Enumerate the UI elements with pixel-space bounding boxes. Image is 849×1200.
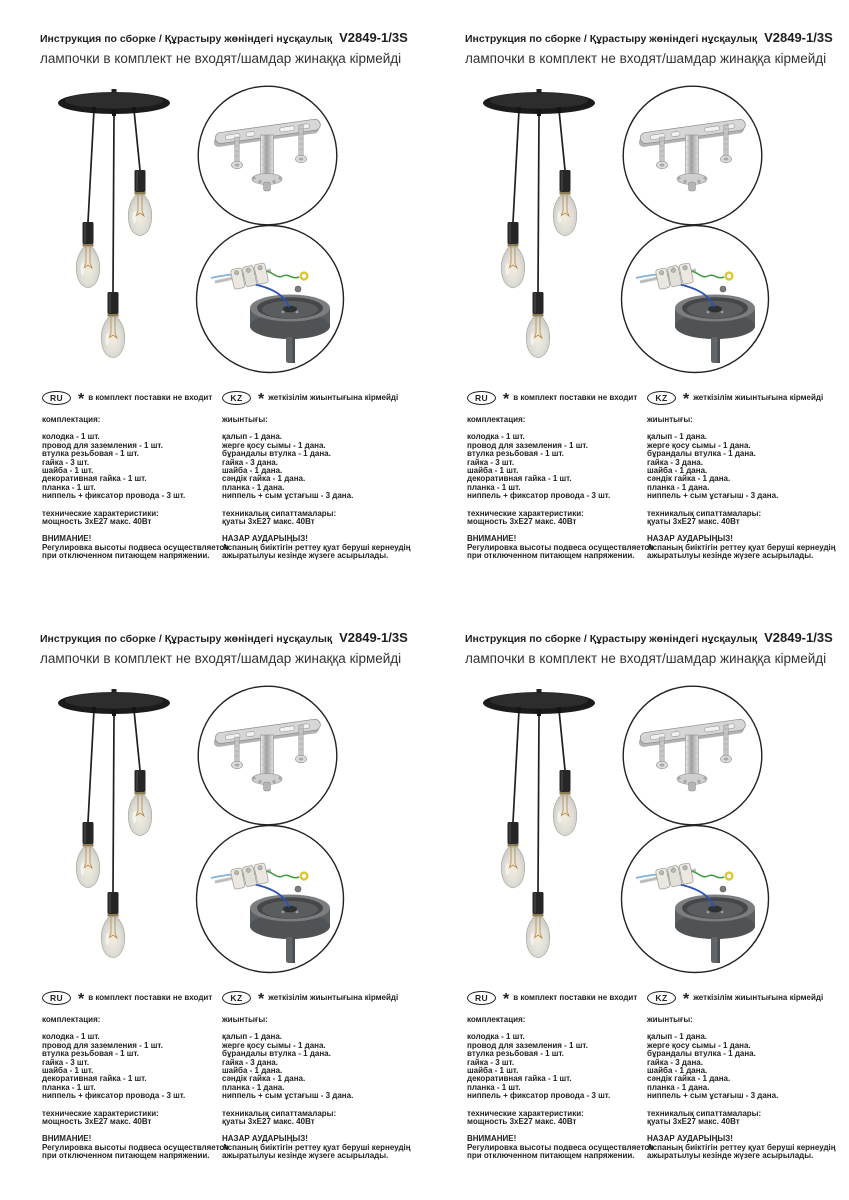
ru-section-label: комплектация: bbox=[42, 1015, 101, 1024]
list-item: бұрандалы втулка - 1 дана. bbox=[647, 449, 756, 459]
kz-badge-row bbox=[647, 391, 847, 408]
list-item: планка - 1 дана. bbox=[222, 482, 285, 492]
model-number: V2849-1/3S bbox=[764, 630, 833, 645]
ceiling-canopy bbox=[483, 89, 595, 116]
ru-parts-list bbox=[42, 433, 220, 500]
list-item: шайба - 1 шт. bbox=[467, 466, 519, 476]
ru-warning-line: Регулировка высоты подвеса осуществляется bbox=[467, 1142, 654, 1152]
list-item: втулка резьбовая - 1 шт. bbox=[467, 449, 564, 459]
ru-tech-value: мощность 3хЕ27 макс. 40Вт bbox=[467, 1117, 577, 1127]
kz-not-included-note: жеткізілім жиынтығына кірмейді bbox=[268, 992, 399, 1002]
pendant-lamp-icon bbox=[42, 682, 200, 960]
kz-warning-line: ажыратылуы кезінде жүзеге асырылады. bbox=[222, 551, 389, 561]
list-item: провод для заземления - 1 шт. bbox=[42, 1040, 163, 1050]
list-item: шайба - 1 шт. bbox=[467, 1066, 519, 1076]
kz-warning bbox=[222, 535, 422, 560]
ground-screw bbox=[295, 886, 301, 892]
ru-column bbox=[42, 991, 229, 1161]
kz-warning-line: ажыратылуы кезінде жүзеге асырылады. bbox=[222, 1151, 389, 1161]
kz-tech-specs bbox=[222, 510, 422, 527]
list-item: жерге қосу сымы - 1 дана. bbox=[222, 1040, 326, 1050]
mounting-bracket-detail bbox=[622, 85, 763, 231]
kz-tech-label: техникалық сипаттамалары: bbox=[222, 1108, 337, 1118]
list-item: бұрандалы втулка - 1 дана. bbox=[222, 1049, 331, 1059]
list-item: ниппель + сым ұстағыш - 3 дана. bbox=[222, 1091, 354, 1101]
ru-tech-value: мощность 3хЕ27 макс. 40Вт bbox=[467, 517, 577, 527]
kz-column bbox=[647, 991, 847, 1161]
ru-warning-title: ВНИМАНИЕ! bbox=[467, 1134, 517, 1144]
list-item: втулка резьбовая - 1 шт. bbox=[467, 1049, 564, 1059]
mounting-bracket-detail bbox=[622, 685, 763, 831]
kz-tech-label: техникалық сипаттамалары: bbox=[647, 1108, 762, 1118]
edison-bulb bbox=[76, 822, 100, 888]
mounting-bracket-icon bbox=[197, 85, 338, 226]
kz-section-label: жиынтығы: bbox=[222, 1015, 268, 1024]
ru-parts-list bbox=[467, 433, 645, 500]
pendant-lamp-illustration bbox=[467, 82, 625, 365]
asterisk-icon: * bbox=[258, 391, 265, 408]
list-item: ниппель + фиксатор провода - 3 шт. bbox=[467, 1091, 611, 1101]
kz-badge: KZ bbox=[222, 991, 251, 1005]
edison-bulb bbox=[526, 292, 550, 358]
kz-not-included-note: жеткізілім жиынтығына кірмейді bbox=[693, 992, 824, 1002]
list-item: қалып - 1 дана. bbox=[222, 432, 283, 442]
ru-tech-label: технические характеристики: bbox=[42, 1108, 159, 1118]
kz-tech-specs bbox=[647, 1110, 847, 1127]
kz-tech-specs bbox=[222, 1110, 422, 1127]
title-line bbox=[40, 29, 418, 47]
kz-column bbox=[647, 391, 847, 561]
list-item: ниппель + сым ұстағыш - 3 дана. bbox=[647, 1091, 779, 1101]
mounting-bracket-icon bbox=[622, 85, 763, 226]
kz-badge: KZ bbox=[647, 391, 676, 405]
asterisk-icon: * bbox=[683, 991, 690, 1008]
sheet-header bbox=[40, 29, 418, 66]
kz-warning-line: Аспаның биіктігін реттеу қуат беруші кернеудің bbox=[222, 1142, 411, 1152]
kz-warning bbox=[222, 1135, 422, 1160]
ru-tech-specs bbox=[467, 1110, 645, 1127]
pendant-lamp-icon bbox=[467, 82, 625, 360]
list-item: декоративная гайка - 1 шт. bbox=[467, 1074, 572, 1084]
ru-warning-line: при отключенном питающем напряжении. bbox=[467, 551, 635, 561]
asterisk-icon: * bbox=[258, 991, 265, 1008]
lamps-not-included-note: лампочки в комплект не входят/шамдар жинаққа кірмейді bbox=[465, 51, 827, 66]
list-item: гайка - 3 дана. bbox=[222, 1057, 278, 1067]
kz-warning-title: НАЗАР АУДАРЫҢЫЗ! bbox=[222, 1134, 308, 1144]
list-item: шайба - 1 дана. bbox=[222, 466, 283, 476]
ru-not-included-note: в комплект поставки не входит bbox=[513, 392, 638, 402]
ru-parts-list bbox=[467, 1033, 645, 1100]
sheet-title: Инструкция по сборке / Құрастыру жөніндегі нұсқаулық bbox=[465, 633, 758, 645]
edison-bulb bbox=[128, 170, 152, 236]
ru-warning-line: при отключенном питающем напряжении. bbox=[42, 551, 210, 561]
list-item: колодка - 1 шт. bbox=[42, 432, 100, 442]
wiring-detail bbox=[620, 824, 770, 979]
kz-tech-specs bbox=[647, 510, 847, 527]
kz-tech-value: қуаты 3хЕ27 макс. 40Вт bbox=[647, 1117, 740, 1127]
list-item: ниппель + сым ұстағыш - 3 дана. bbox=[222, 491, 354, 501]
edison-bulb bbox=[526, 892, 550, 958]
list-item: шайба - 1 шт. bbox=[42, 466, 94, 476]
ru-tech-label: технические характеристики: bbox=[467, 508, 584, 518]
ru-tech-label: технические характеристики: bbox=[42, 508, 159, 518]
list-item: декоративная гайка - 1 шт. bbox=[42, 474, 147, 484]
kz-warning-line: Аспаның биіктігін реттеу қуат беруші кернеудің bbox=[647, 1142, 836, 1152]
list-item: жерге қосу сымы - 1 дана. bbox=[222, 440, 326, 450]
ru-warning-title: ВНИМАНИЕ! bbox=[467, 534, 517, 544]
ru-warning-title: ВНИМАНИЕ! bbox=[42, 1134, 92, 1144]
asterisk-icon: * bbox=[503, 991, 510, 1008]
kz-section-label: жиынтығы: bbox=[647, 415, 693, 424]
ru-section-label: комплектация: bbox=[42, 415, 101, 424]
mounting-bracket-detail bbox=[197, 685, 338, 831]
sheet-header bbox=[40, 629, 418, 666]
kz-warning bbox=[647, 1135, 847, 1160]
ru-warning-line: Регулировка высоты подвеса осуществляется bbox=[42, 542, 229, 552]
kz-badge-row bbox=[222, 391, 422, 408]
kz-badge-row bbox=[647, 991, 847, 1008]
list-item: планка - 1 шт. bbox=[467, 482, 521, 492]
list-item: декоративная гайка - 1 шт. bbox=[42, 1074, 147, 1084]
list-item: гайка - 3 шт. bbox=[467, 1057, 515, 1067]
lamps-not-included-note: лампочки в комплект не входят/шамдар жинаққа кірмейді bbox=[465, 651, 827, 666]
wiring-detail bbox=[195, 224, 345, 379]
mounting-bracket-icon bbox=[622, 685, 763, 826]
list-item: втулка резьбовая - 1 шт. bbox=[42, 449, 139, 459]
list-item: колодка - 1 шт. bbox=[467, 1032, 525, 1042]
mounting-bracket-icon bbox=[197, 685, 338, 826]
ru-column bbox=[467, 991, 654, 1161]
list-item: гайка - 3 дана. bbox=[647, 457, 703, 467]
list-item: планка - 1 дана. bbox=[222, 1082, 285, 1092]
wiring-diagram-icon bbox=[195, 224, 345, 374]
sheet-header bbox=[465, 629, 843, 666]
list-item: ниппель + фиксатор провода - 3 шт. bbox=[42, 491, 186, 501]
kz-warning-title: НАЗАР АУДАРЫҢЫЗ! bbox=[222, 534, 308, 544]
ru-warning bbox=[42, 534, 229, 561]
ru-tech-label: технические характеристики: bbox=[467, 1108, 584, 1118]
ceiling-canopy bbox=[58, 89, 170, 116]
ru-column bbox=[42, 391, 229, 561]
lamps-not-included-note: лампочки в комплект не входят/шамдар жинаққа кірмейді bbox=[40, 51, 402, 66]
kz-badge: KZ bbox=[647, 991, 676, 1005]
wiring-diagram-icon bbox=[620, 224, 770, 374]
ru-badge-row bbox=[467, 991, 645, 1008]
list-item: сәндік гайка - 1 дана. bbox=[222, 1074, 306, 1084]
pendant-lamp-icon bbox=[42, 82, 200, 360]
instruction-sheet bbox=[425, 600, 849, 1200]
wiring-diagram-icon bbox=[195, 824, 345, 974]
ru-warning-line: Регулировка высоты подвеса осуществляется bbox=[467, 542, 654, 552]
kz-warning-line: Аспаның биіктігін реттеу қуат беруші кернеудің bbox=[222, 542, 411, 552]
sheet-title: Инструкция по сборке / Құрастыру жөніндегі нұсқаулық bbox=[40, 33, 333, 45]
asterisk-icon: * bbox=[683, 391, 690, 408]
kz-parts-list bbox=[222, 1033, 422, 1100]
kz-warning-title: НАЗАР АУДАРЫҢЫЗ! bbox=[647, 534, 733, 544]
ru-badge-row bbox=[42, 391, 220, 408]
ru-badge-row bbox=[467, 391, 645, 408]
lamps-not-included-note: лампочки в комплект не входят/шамдар жинаққа кірмейді bbox=[40, 651, 402, 666]
list-item: провод для заземления - 1 шт. bbox=[467, 440, 588, 450]
list-item: планка - 1 дана. bbox=[647, 1082, 710, 1092]
list-item: бұрандалы втулка - 1 дана. bbox=[222, 449, 331, 459]
list-item: шайба - 1 дана. bbox=[647, 1066, 708, 1076]
kz-badge-row bbox=[222, 991, 422, 1008]
list-item: декоративная гайка - 1 шт. bbox=[467, 474, 572, 484]
ru-tech-specs bbox=[42, 510, 220, 527]
ru-parts-list bbox=[42, 1033, 220, 1100]
list-item: гайка - 3 дана. bbox=[647, 1057, 703, 1067]
ru-badge: RU bbox=[42, 991, 71, 1005]
kz-tech-value: қуаты 3хЕ27 макс. 40Вт bbox=[222, 517, 315, 527]
kz-tech-label: техникалық сипаттамалары: bbox=[222, 508, 337, 518]
ground-screw bbox=[720, 886, 726, 892]
kz-warning-line: ажыратылуы кезінде жүзеге асырылады. bbox=[647, 551, 814, 561]
list-item: планка - 1 шт. bbox=[467, 1082, 521, 1092]
asterisk-icon: * bbox=[78, 991, 85, 1008]
edison-bulb bbox=[128, 770, 152, 836]
list-item: қалып - 1 дана. bbox=[222, 1032, 283, 1042]
list-item: қалып - 1 дана. bbox=[647, 432, 708, 442]
kz-warning-line: Аспаның биіктігін реттеу қуат беруші кернеудің bbox=[647, 542, 836, 552]
kz-column bbox=[222, 991, 422, 1161]
asterisk-icon: * bbox=[78, 391, 85, 408]
ru-not-included-note: в комплект поставки не входит bbox=[88, 992, 213, 1002]
wiring-diagram-icon bbox=[620, 824, 770, 974]
list-item: шайба - 1 дана. bbox=[647, 466, 708, 476]
title-line bbox=[40, 629, 418, 647]
ground-screw bbox=[720, 286, 726, 292]
model-number: V2849-1/3S bbox=[339, 30, 408, 45]
ru-badge-row bbox=[42, 991, 220, 1008]
edison-bulb bbox=[553, 170, 577, 236]
pendant-lamp-illustration bbox=[42, 82, 200, 365]
kz-warning-title: НАЗАР АУДАРЫҢЫЗ! bbox=[647, 1134, 733, 1144]
list-item: ниппель + фиксатор провода - 3 шт. bbox=[42, 1091, 186, 1101]
ru-badge: RU bbox=[467, 391, 496, 405]
ru-warning bbox=[467, 1134, 654, 1161]
kz-section-label: жиынтығы: bbox=[222, 415, 268, 424]
kz-badge: KZ bbox=[222, 391, 251, 405]
ru-warning bbox=[42, 1134, 229, 1161]
ru-warning-line: при отключенном питающем напряжении. bbox=[42, 1151, 210, 1161]
list-item: гайка - 3 дана. bbox=[222, 457, 278, 467]
ru-warning bbox=[467, 534, 654, 561]
kz-column bbox=[222, 391, 422, 561]
kz-tech-value: қуаты 3хЕ27 макс. 40Вт bbox=[222, 1117, 315, 1127]
ru-section-label: комплектация: bbox=[467, 415, 526, 424]
list-item: планка - 1 дана. bbox=[647, 482, 710, 492]
ground-screw bbox=[295, 286, 301, 292]
list-item: гайка - 3 шт. bbox=[467, 457, 515, 467]
ru-not-included-note: в комплект поставки не входит bbox=[513, 992, 638, 1002]
list-item: провод для заземления - 1 шт. bbox=[42, 440, 163, 450]
list-item: ниппель + сым ұстағыш - 3 дана. bbox=[647, 491, 779, 501]
list-item: гайка - 3 шт. bbox=[42, 457, 90, 467]
instruction-sheet bbox=[0, 600, 424, 1200]
list-item: ниппель + фиксатор провода - 3 шт. bbox=[467, 491, 611, 501]
ru-tech-specs bbox=[42, 1110, 220, 1127]
list-item: шайба - 1 шт. bbox=[42, 1066, 94, 1076]
asterisk-icon: * bbox=[503, 391, 510, 408]
edison-bulb bbox=[101, 292, 125, 358]
list-item: сәндік гайка - 1 дана. bbox=[647, 1074, 731, 1084]
sheet-title: Инструкция по сборке / Құрастыру жөніндегі нұсқаулық bbox=[465, 33, 758, 45]
list-item: провод для заземления - 1 шт. bbox=[467, 1040, 588, 1050]
sheet-header bbox=[465, 29, 843, 66]
list-item: шайба - 1 дана. bbox=[222, 1066, 283, 1076]
ru-warning-line: при отключенном питающем напряжении. bbox=[467, 1151, 635, 1161]
list-item: сәндік гайка - 1 дана. bbox=[647, 474, 731, 484]
kz-parts-list bbox=[647, 1033, 847, 1100]
edison-bulb bbox=[501, 222, 525, 288]
ru-warning-line: Регулировка высоты подвеса осуществляется bbox=[42, 1142, 229, 1152]
model-number: V2849-1/3S bbox=[339, 630, 408, 645]
list-item: қалып - 1 дана. bbox=[647, 1032, 708, 1042]
instruction-sheet bbox=[0, 0, 424, 600]
kz-warning-line: ажыратылуы кезінде жүзеге асырылады. bbox=[647, 1151, 814, 1161]
instruction-sheet bbox=[425, 0, 849, 600]
model-number: V2849-1/3S bbox=[764, 30, 833, 45]
kz-not-included-note: жеткізілім жиынтығына кірмейді bbox=[268, 392, 399, 402]
list-item: планка - 1 шт. bbox=[42, 482, 96, 492]
ru-tech-value: мощность 3хЕ27 макс. 40Вт bbox=[42, 1117, 152, 1127]
ceiling-canopy bbox=[483, 689, 595, 716]
kz-not-included-note: жеткізілім жиынтығына кірмейді bbox=[693, 392, 824, 402]
pendant-lamp-icon bbox=[467, 682, 625, 960]
list-item: сәндік гайка - 1 дана. bbox=[222, 474, 306, 484]
list-item: колодка - 1 шт. bbox=[42, 1032, 100, 1042]
pendant-lamp-illustration bbox=[42, 682, 200, 965]
edison-bulb bbox=[501, 822, 525, 888]
title-line bbox=[465, 29, 843, 47]
wiring-detail bbox=[620, 224, 770, 379]
ru-warning-title: ВНИМАНИЕ! bbox=[42, 534, 92, 544]
kz-parts-list bbox=[222, 433, 422, 500]
kz-warning bbox=[647, 535, 847, 560]
ru-tech-value: мощность 3хЕ27 макс. 40Вт bbox=[42, 517, 152, 527]
kz-parts-list bbox=[647, 433, 847, 500]
mounting-bracket-detail bbox=[197, 85, 338, 231]
wiring-detail bbox=[195, 824, 345, 979]
ru-badge: RU bbox=[42, 391, 71, 405]
ru-column bbox=[467, 391, 654, 561]
list-item: бұрандалы втулка - 1 дана. bbox=[647, 1049, 756, 1059]
list-item: гайка - 3 шт. bbox=[42, 1057, 90, 1067]
list-item: жерге қосу сымы - 1 дана. bbox=[647, 440, 751, 450]
ceiling-canopy bbox=[58, 689, 170, 716]
ru-badge: RU bbox=[467, 991, 496, 1005]
edison-bulb bbox=[76, 222, 100, 288]
edison-bulb bbox=[553, 770, 577, 836]
kz-tech-label: техникалық сипаттамалары: bbox=[647, 508, 762, 518]
list-item: планка - 1 шт. bbox=[42, 1082, 96, 1092]
sheet-title: Инструкция по сборке / Құрастыру жөніндегі нұсқаулық bbox=[40, 633, 333, 645]
list-item: жерге қосу сымы - 1 дана. bbox=[647, 1040, 751, 1050]
list-item: втулка резьбовая - 1 шт. bbox=[42, 1049, 139, 1059]
ru-not-included-note: в комплект поставки не входит bbox=[88, 392, 213, 402]
edison-bulb bbox=[101, 892, 125, 958]
ru-section-label: комплектация: bbox=[467, 1015, 526, 1024]
kz-tech-value: қуаты 3хЕ27 макс. 40Вт bbox=[647, 517, 740, 527]
pendant-lamp-illustration bbox=[467, 682, 625, 965]
ru-tech-specs bbox=[467, 510, 645, 527]
kz-section-label: жиынтығы: bbox=[647, 1015, 693, 1024]
list-item: колодка - 1 шт. bbox=[467, 432, 525, 442]
title-line bbox=[465, 629, 843, 647]
